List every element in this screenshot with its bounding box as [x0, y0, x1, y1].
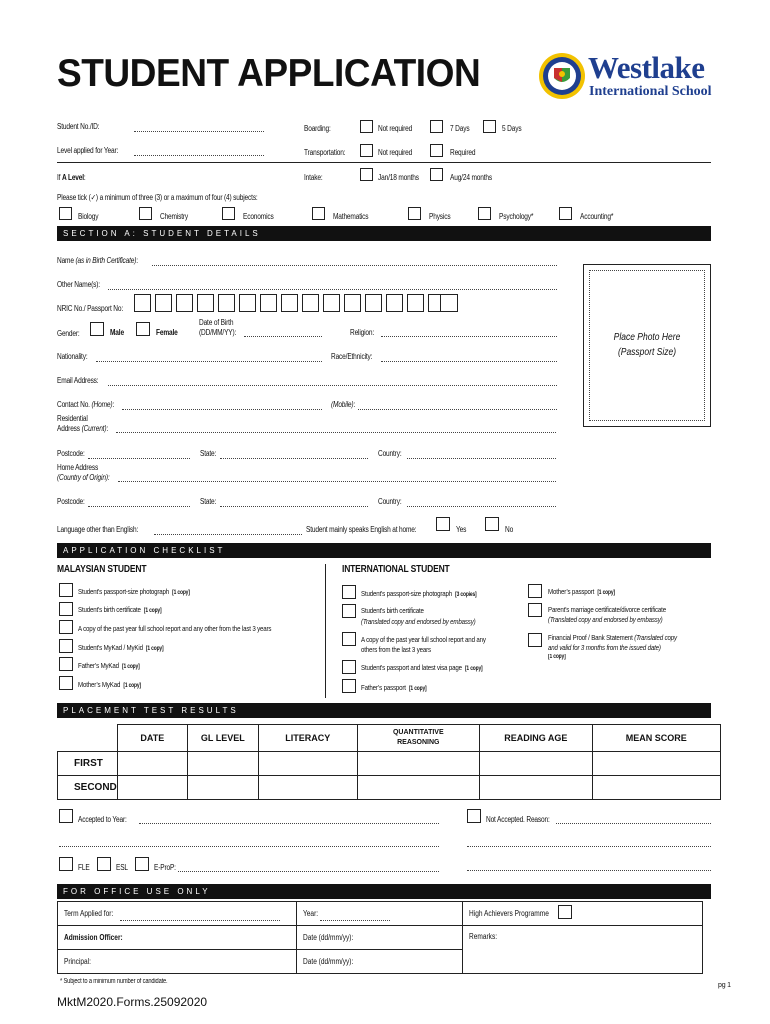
boarding-opt-label: 5 Days	[502, 124, 522, 133]
office-cell: Date (dd/mm/yy):	[297, 926, 463, 950]
subject-accounting-checkbox[interactable]	[559, 207, 572, 220]
nric-label: NRIC No./ Passport No:	[57, 304, 124, 313]
language-field[interactable]	[154, 534, 302, 535]
boarding-not-required-checkbox[interactable]	[360, 120, 373, 133]
not-accepted-label: Not Accepted. Reason:	[486, 815, 550, 824]
a-level-label: If A Level:	[57, 173, 86, 182]
accepted-checkbox[interactable]	[59, 809, 73, 823]
office-cell: Year:	[297, 902, 463, 926]
office-cell: Term Applied for:	[58, 902, 297, 926]
my-report-checkbox[interactable]	[59, 620, 73, 634]
intl-parents-checkbox[interactable]	[528, 603, 542, 617]
checklist-note: (Translated copy and endorsed by embassy)	[548, 615, 663, 624]
intake-jan-checkbox[interactable]	[360, 168, 373, 181]
checklist-item: Mother’s passport [1 copy]	[548, 587, 615, 596]
student-no-label: Student No./ID:	[57, 122, 100, 131]
subject-label: Physics	[429, 212, 451, 221]
accepted-field[interactable]	[139, 823, 439, 824]
input-cell[interactable]	[117, 752, 187, 776]
nric-digit-box[interactable]	[260, 294, 277, 312]
transport-not-required-checkbox[interactable]	[360, 144, 373, 157]
checklist-note: (Translated copy and endorsed by embassy)	[361, 617, 476, 626]
postcode-label: Postcode:	[57, 449, 85, 458]
high-achievers-checkbox[interactable]	[558, 905, 572, 919]
nric-digit-box[interactable]	[386, 294, 403, 312]
home-address-label-2: (Country of Origin):	[57, 473, 110, 482]
checklist-item: others from the last 3 years	[361, 645, 431, 654]
yes-label: Yes	[456, 525, 467, 534]
input-cell[interactable]	[592, 752, 720, 776]
input-cell[interactable]	[258, 752, 357, 776]
office-cell: Remarks:	[463, 926, 703, 974]
postcode-field[interactable]	[88, 506, 190, 507]
boarding-7days-checkbox[interactable]	[430, 120, 443, 133]
nric-digit-box[interactable]	[323, 294, 340, 312]
subject-physics-checkbox[interactable]	[408, 207, 421, 220]
level-label: Level applied for Year:	[57, 146, 119, 155]
corner-cell	[58, 725, 118, 752]
my-photo-checkbox[interactable]	[59, 583, 73, 597]
input-cell[interactable]	[258, 776, 357, 800]
transport-opt-label: Required	[450, 148, 476, 157]
intl-visa-checkbox[interactable]	[342, 660, 356, 674]
speaks-english-yes-checkbox[interactable]	[436, 517, 450, 531]
photo-box	[583, 264, 711, 427]
checklist-item: Student’s passport-size photograph [3 copies]	[361, 589, 477, 598]
nric-digit-box[interactable]	[197, 294, 214, 312]
transport-label: Transportation:	[304, 148, 346, 157]
no-label: No	[505, 525, 514, 534]
header-cell: LITERACY	[258, 725, 357, 752]
not-accepted-checkbox[interactable]	[467, 809, 481, 823]
subject-label: Chemistry	[160, 212, 189, 221]
other-names-label: Other Name(s):	[57, 280, 100, 289]
subject-label: Mathematics	[333, 212, 369, 221]
nric-digit-box[interactable]	[239, 294, 256, 312]
office-cell: High Achievers Programme	[463, 902, 703, 926]
input-cell[interactable]	[479, 776, 592, 800]
row-label: FIRST	[58, 752, 118, 776]
accepted-label: Accepted to Year:	[78, 815, 127, 824]
header-cell: DATE	[117, 725, 187, 752]
my-birth-cert-checkbox[interactable]	[59, 602, 73, 616]
intl-mother-checkbox[interactable]	[528, 584, 542, 598]
subject-biology-checkbox[interactable]	[59, 207, 72, 220]
page-title: STUDENT APPLICATION	[57, 52, 481, 95]
religion-label: Religion:	[350, 328, 375, 337]
nric-digit-box[interactable]	[176, 294, 193, 312]
input-cell[interactable]	[357, 776, 479, 800]
other-names-field[interactable]	[108, 289, 557, 290]
checklist-item: A copy of the past year full school report and any	[361, 635, 486, 644]
contact-home-label: Contact No. (Home):	[57, 400, 115, 409]
state-label: State:	[200, 497, 217, 506]
nric-digit-box[interactable]	[302, 294, 319, 312]
student-no-field[interactable]	[134, 131, 264, 132]
school-name: Westlake	[588, 50, 705, 85]
checklist-header: APPLICATION CHECKLIST	[57, 543, 711, 558]
country-field[interactable]	[407, 458, 556, 459]
nationality-label: Nationality:	[57, 352, 88, 361]
gender-male-checkbox[interactable]	[90, 322, 104, 336]
copy-note: [1 copy]	[548, 654, 566, 660]
transport-opt-label: Not required	[378, 148, 413, 157]
checklist-item: A copy of the past year full school report and any other from the last 3 years	[78, 624, 272, 633]
subject-label: Biology	[78, 212, 99, 221]
footnote: * Subject to a minimum number of candidate.	[60, 978, 168, 985]
input-cell[interactable]	[187, 776, 258, 800]
mobile-field[interactable]	[358, 409, 557, 410]
office-cell: Admission Officer:	[58, 926, 297, 950]
intl-photo-checkbox[interactable]	[342, 585, 356, 599]
input-cell[interactable]	[187, 752, 258, 776]
residential-address-field[interactable]	[116, 432, 556, 433]
home-address-field[interactable]	[118, 481, 556, 482]
intake-opt-label: Jan/18 months	[378, 173, 419, 182]
office-table	[57, 901, 703, 974]
reason-field[interactable]	[556, 823, 711, 824]
input-cell[interactable]	[479, 752, 592, 776]
malaysian-heading: MALAYSIAN STUDENT	[57, 564, 147, 575]
boarding-opt-label: 7 Days	[450, 124, 470, 133]
subject-label: Accounting*	[580, 212, 614, 221]
country-field[interactable]	[407, 506, 556, 507]
esl-checkbox[interactable]	[97, 857, 111, 871]
input-cell[interactable]	[357, 752, 479, 776]
photo-placeholder-line2: (Passport Size)	[617, 347, 677, 358]
year-field[interactable]	[320, 920, 390, 921]
gender-label: Gender:	[57, 329, 80, 338]
state-field[interactable]	[220, 506, 368, 507]
race-field[interactable]	[381, 361, 557, 362]
subject-label: Psychology*	[499, 212, 534, 221]
my-mykad-checkbox[interactable]	[59, 639, 73, 653]
photo-placeholder-line1: Place Photo Here	[613, 332, 681, 343]
female-label: Female	[156, 328, 178, 337]
nric-digit-box[interactable]	[155, 294, 172, 312]
subjects-prompt: Please tick (✓) a minimum of three (3) or a maximum of four (4) subjects:	[57, 193, 258, 202]
dob-format-label: (DD/MM/YY):	[199, 328, 237, 337]
eprop-field[interactable]	[178, 871, 439, 872]
nric-digit-box[interactable]	[281, 294, 298, 312]
intl-report-checkbox[interactable]	[342, 632, 356, 646]
state-label: State:	[200, 449, 217, 458]
term-field[interactable]	[120, 920, 280, 921]
nric-digit-box[interactable]	[440, 294, 458, 312]
accepted-field-2[interactable]	[59, 846, 439, 847]
nric-digit-box[interactable]	[218, 294, 235, 312]
postcode-label: Postcode:	[57, 497, 85, 506]
boarding-opt-label: Not required	[378, 124, 413, 133]
row-label: SECOND	[58, 776, 118, 800]
international-heading: INTERNATIONAL STUDENT	[342, 564, 450, 575]
nric-digit-box[interactable]	[344, 294, 361, 312]
placement-header: PLACEMENT TEST RESULTS	[57, 703, 711, 718]
school-logo	[538, 52, 586, 100]
esl-label: ESL	[116, 863, 128, 872]
office-cell: Date (dd/mm/yy):	[297, 950, 463, 974]
checklist-item: Parent’s marriage certificate/divorce certificate	[548, 605, 666, 614]
dob-label: Date of Birth	[199, 318, 234, 327]
input-cell[interactable]	[117, 776, 187, 800]
eprop-checkbox[interactable]	[135, 857, 149, 871]
checklist-item: Mother’s MyKad [1 copy]	[78, 680, 141, 689]
postcode-field[interactable]	[88, 458, 190, 459]
intake-opt-label: Aug/24 months	[450, 173, 492, 182]
home-address-label: Home Address	[57, 463, 99, 472]
speaks-english-label: Student mainly speaks English at home:	[306, 525, 417, 534]
subject-economics-checkbox[interactable]	[222, 207, 235, 220]
checklist-item: Student’s passport and latest visa page [1 copy]	[361, 663, 483, 672]
language-label: Language other than English:	[57, 525, 139, 534]
gender-female-checkbox[interactable]	[136, 322, 150, 336]
nationality-field[interactable]	[96, 361, 322, 362]
eprop-label: E-ProP:	[154, 863, 176, 872]
school-crest-icon	[538, 52, 586, 100]
subject-mathematics-checkbox[interactable]	[312, 207, 325, 220]
page-number: pg 1	[718, 982, 731, 989]
intl-financial-checkbox[interactable]	[528, 633, 542, 647]
name-label: Name (as in Birth Certificate):	[57, 256, 138, 265]
subject-label: Economics	[243, 212, 274, 221]
input-cell[interactable]	[592, 776, 720, 800]
intl-father-checkbox[interactable]	[342, 679, 356, 693]
race-label: Race/Ethnicity:	[331, 352, 373, 361]
header-cell: MEAN SCORE	[592, 725, 720, 752]
checklist-item: Father’s MyKad [1 copy]	[78, 661, 140, 670]
male-label: Male	[110, 328, 124, 337]
residential-label-2: Address (Current):	[57, 424, 109, 433]
office-header: FOR OFFICE USE ONLY	[57, 884, 711, 899]
nric-digit-box[interactable]	[365, 294, 382, 312]
checklist-item: Father’s passport [1 copy]	[361, 683, 427, 692]
reason-field-2[interactable]	[467, 846, 711, 847]
fle-label: FLE	[78, 863, 90, 872]
contact-home-field[interactable]	[122, 409, 322, 410]
divider	[57, 162, 711, 163]
section-a-header: SECTION A: STUDENT DETAILS	[57, 226, 711, 241]
checklist-note: and valid for 3 months from the issued date)	[548, 643, 661, 652]
reason-field-3[interactable]	[467, 870, 711, 871]
checklist-item: Student’s MyKad / MyKid [1 copy]	[78, 643, 164, 652]
my-father-checkbox[interactable]	[59, 657, 73, 671]
checklist-item: Financial Proof / Bank Statement (Translated copy	[548, 633, 677, 642]
checklist-divider	[325, 564, 326, 698]
intake-label: Intake:	[304, 173, 323, 182]
school-subtitle: International School	[589, 84, 712, 99]
mobile-label: (Mobile):	[331, 400, 356, 409]
office-cell: Principal:	[58, 950, 297, 974]
fle-checkbox[interactable]	[59, 857, 73, 871]
intake-aug-checkbox[interactable]	[430, 168, 443, 181]
checklist-item: Student’s birth certificate [1 copy]	[78, 605, 162, 614]
country-label: Country:	[378, 497, 402, 506]
boarding-5days-checkbox[interactable]	[483, 120, 496, 133]
my-mother-checkbox[interactable]	[59, 676, 73, 690]
speaks-english-no-checkbox[interactable]	[485, 517, 499, 531]
subject-chemistry-checkbox[interactable]	[139, 207, 152, 220]
form-code: MktM2020.Forms.25092020	[57, 995, 208, 1009]
name-field[interactable]	[152, 265, 557, 266]
intl-birth-cert-checkbox[interactable]	[342, 604, 356, 618]
level-field[interactable]	[134, 155, 264, 156]
header-cell: GL LEVEL	[187, 725, 258, 752]
checklist-item: Student’s birth certificate	[361, 606, 424, 615]
placement-table	[57, 724, 721, 800]
checklist-item: Student’s passport-size photograph [1 copy]	[78, 587, 190, 596]
header-cell: READING AGE	[479, 725, 592, 752]
residential-label: Residential	[57, 414, 88, 423]
religion-field[interactable]	[381, 336, 557, 337]
dob-field[interactable]	[244, 336, 322, 337]
header-cell: QUANTITATIVE REASONING	[357, 725, 479, 752]
state-field[interactable]	[220, 458, 368, 459]
country-label: Country:	[378, 449, 402, 458]
nric-digit-box[interactable]	[407, 294, 424, 312]
email-field[interactable]	[108, 385, 557, 386]
nric-digit-box[interactable]	[134, 294, 151, 312]
email-label: Email Address:	[57, 376, 99, 385]
subject-psychology-checkbox[interactable]	[478, 207, 491, 220]
boarding-label: Boarding:	[304, 124, 331, 133]
transport-required-checkbox[interactable]	[430, 144, 443, 157]
